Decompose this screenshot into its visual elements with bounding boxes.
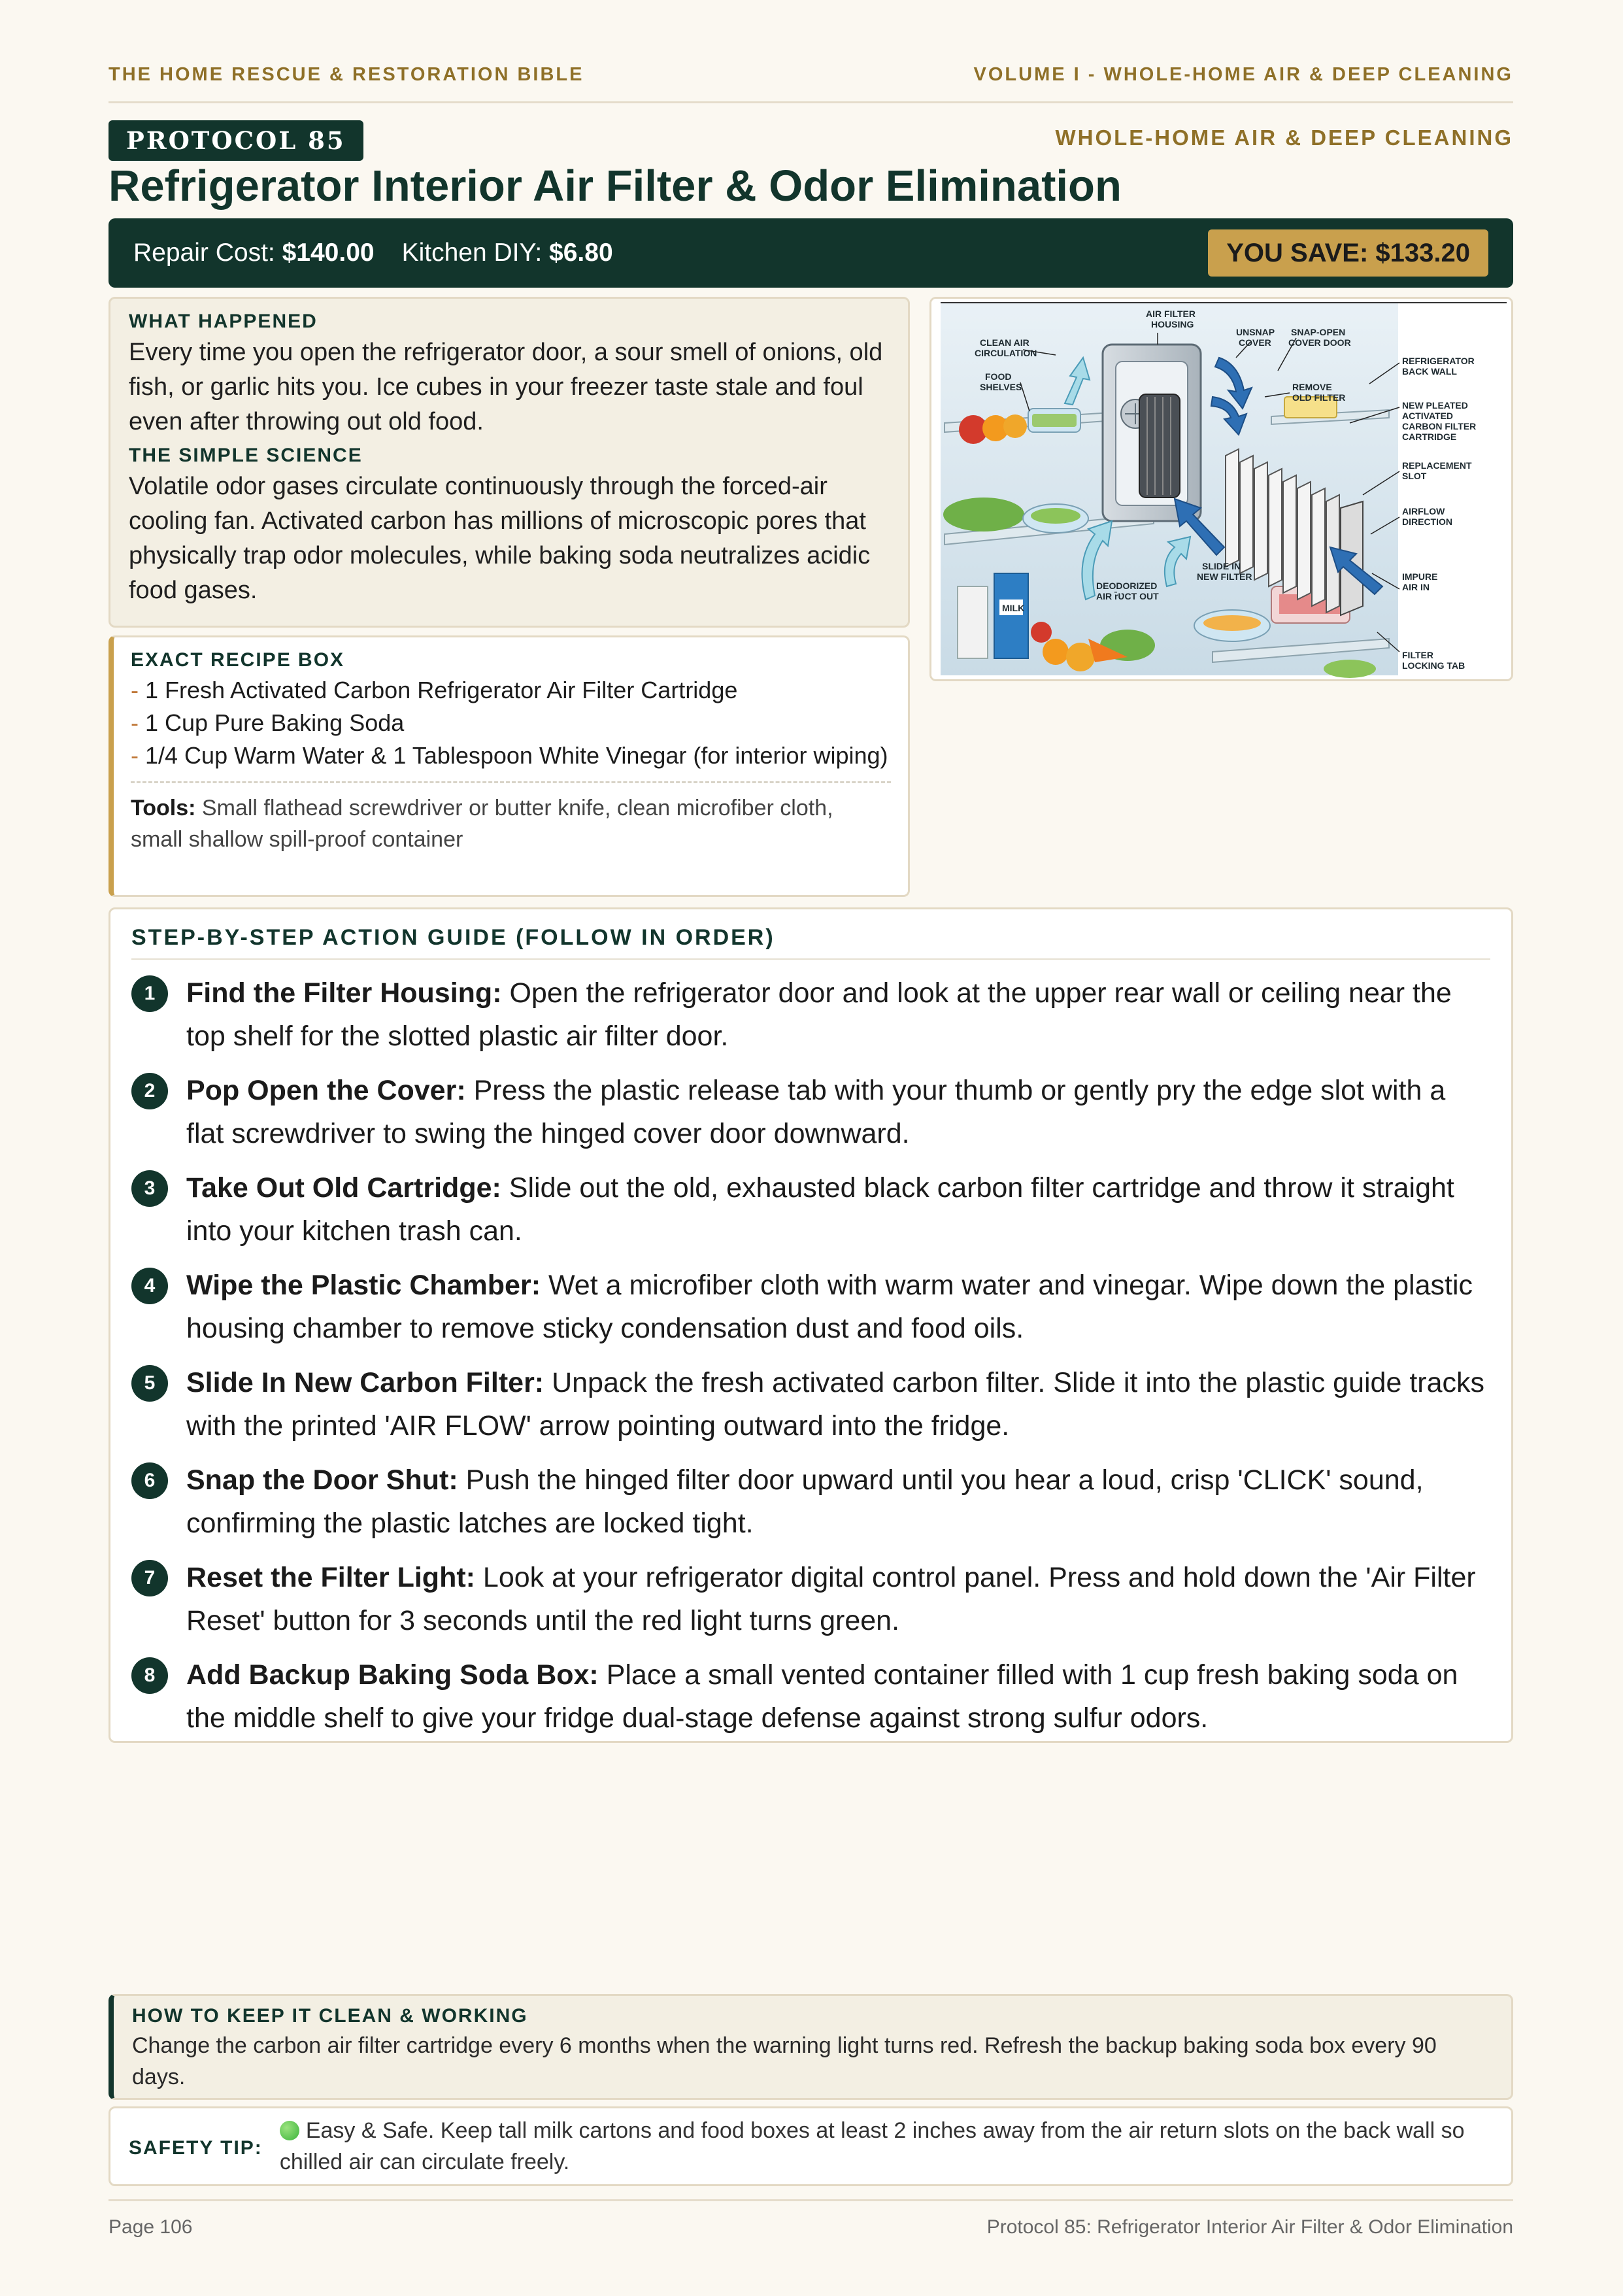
step-text — [186, 971, 1490, 1058]
dash-bullet: - — [131, 677, 145, 703]
label-impure-2: AIR IN — [1402, 582, 1430, 592]
recipe-item-text: 1 Cup Pure Baking Soda — [145, 709, 405, 736]
filter-illustration — [929, 297, 1513, 681]
step-item — [131, 1264, 1490, 1350]
document-page — [109, 0, 1513, 2296]
label-locking-tab-2: LOCKING TAB — [1402, 660, 1465, 671]
label-new-filter: NEW PLEATED — [1402, 400, 1468, 411]
label-air-filter-housing: AIR FILTER — [1146, 309, 1196, 319]
step-number-badge: 8 — [131, 1657, 168, 1694]
steps-title: STEP-BY-STEP ACTION GUIDE (FOLLOW IN ORDER) — [131, 925, 1490, 960]
safety-text: Easy & Safe. Keep tall milk cartons and food boxes at least 2 inches away from the air return slots on the back wall so chilled air can circulate freely. — [279, 2118, 1465, 2174]
steps-list — [131, 971, 1490, 1740]
repair-cost-value: $140.00 — [282, 239, 375, 267]
label-slide-in: SLIDE IN — [1202, 561, 1241, 571]
step-title: Reset the Filter Light: — [186, 1562, 475, 1593]
savings-badge: YOU SAVE: $133.20 — [1208, 229, 1488, 277]
step-title: Take Out Old Cartridge: — [186, 1172, 501, 1204]
recipe-box — [109, 635, 910, 897]
label-food-shelves-2: SHELVES — [980, 382, 1022, 392]
label-unsnap-2: COVER — [1239, 337, 1271, 348]
step-number-badge: 4 — [131, 1268, 168, 1304]
step-item — [131, 1459, 1490, 1545]
science-label: THE SIMPLE SCIENCE — [129, 445, 363, 466]
step-description: Push the hinged filter door upward until you hear a loud, crisp 'CLICK' sound, confirming the plastic latches are locked tight. — [186, 1464, 1424, 1539]
step-number-badge: 5 — [131, 1365, 168, 1402]
section-tag: WHOLE-HOME AIR & DEEP CLEANING — [1055, 126, 1513, 150]
step-number-badge: 1 — [131, 975, 168, 1012]
care-label: HOW TO KEEP IT CLEAN & WORKING — [132, 2005, 528, 2027]
step-title: Pop Open the Cover: — [186, 1075, 466, 1106]
label-new-filter-3: CARBON FILTER — [1402, 421, 1477, 431]
label-replacement-slot: REPLACEMENT — [1402, 460, 1472, 471]
diy-cost-value: $6.80 — [549, 239, 613, 267]
tools-line — [131, 792, 891, 855]
step-item — [131, 1653, 1490, 1740]
label-remove-old: REMOVE — [1292, 382, 1332, 392]
label-airflow: AIRFLOW — [1402, 506, 1445, 516]
recipe-item — [131, 739, 891, 772]
step-description: Unpack the fresh activated carbon filter. Slide it into the plastic guide tracks with the printed 'AIR FLOW' arrow pointing outward into the fridge. — [186, 1367, 1484, 1442]
recipe-list — [131, 674, 891, 772]
step-title: Add Backup Baking Soda Box: — [186, 1659, 599, 1691]
step-item — [131, 1069, 1490, 1155]
label-food-shelves: FOOD — [985, 371, 1012, 382]
what-happened-text: Every time you open the refrigerator door, a sour smell of onions, old fish, or garlic hits you. Ice cubes in your freezer taste stale and foul even after throwing out old food. — [129, 339, 883, 435]
safety-label: SAFETY TIP: — [129, 2137, 263, 2159]
filter-housing — [1103, 345, 1201, 521]
care-text: Change the carbon air filter cartridge every 6 months when the warning light turns red. Refresh the backup baking soda box every 90 days. — [132, 2033, 1437, 2089]
step-description: Look at your refrigerator digital control panel. Press and hold down the 'Air Filter Reset' button for 3 seconds until the red light turns green. — [186, 1562, 1476, 1636]
footer-running-title: Protocol 85: Refrigerator Interior Air Filter & Odor Elimination — [986, 2216, 1513, 2238]
volume-title: VOLUME I - WHOLE-HOME AIR & DEEP CLEANING — [973, 64, 1513, 85]
problem-science-panel — [109, 297, 910, 628]
step-description: Place a small vented container filled with 1 cup fresh baking soda on the middle shelf to give your fridge dual-stage defense against strong sulfur odors. — [186, 1659, 1458, 1734]
label-new-filter-4: CARTRIDGE — [1402, 431, 1457, 442]
step-number-badge: 2 — [131, 1073, 168, 1109]
page-number: Page 106 — [109, 2216, 193, 2238]
dash-bullet: - — [131, 709, 145, 736]
diy-cost — [402, 239, 613, 267]
label-clean-air: CLEAN AIR — [980, 337, 1029, 348]
header-divider — [109, 101, 1513, 103]
step-text — [186, 1653, 1490, 1740]
step-item — [131, 1556, 1490, 1642]
page-footer — [109, 2216, 1513, 2238]
step-title: Snap the Door Shut: — [186, 1464, 458, 1496]
green-dot-icon — [280, 2121, 299, 2140]
milk-carton-text: MILK — [1002, 603, 1025, 613]
step-description: Slide out the old, exhausted black carbon filter cartridge and throw it straight into your kitchen trash can. — [186, 1172, 1454, 1247]
safety-body — [280, 2115, 1493, 2184]
label-clean-air-2: CIRCULATION — [975, 348, 1037, 358]
fridge-filter-diagram — [931, 299, 1511, 679]
step-text — [186, 1069, 1490, 1155]
recipe-item-text: 1/4 Cup Warm Water & 1 Tablespoon White Vinegar (for interior wiping) — [145, 742, 888, 769]
recipe-item — [131, 674, 891, 707]
label-deodorized-2: AIR r̄ƲCT OUT — [1096, 591, 1159, 601]
label-airflow-2: DIRECTION — [1402, 516, 1452, 527]
label-locking-tab: FILTER — [1402, 650, 1433, 660]
label-remove-old-2: OLD FILTER — [1292, 392, 1346, 403]
label-air-filter-housing-2: HOUSING — [1151, 319, 1194, 329]
step-number-badge: 7 — [131, 1560, 168, 1596]
step-item — [131, 1361, 1490, 1447]
label-snap-open-2: COVER DOOR — [1288, 337, 1351, 348]
running-header — [109, 64, 1513, 86]
dash-bullet: - — [131, 742, 145, 769]
what-happened-label: WHAT HAPPENED — [129, 311, 318, 332]
label-back-wall: REFRIGERATOR — [1402, 356, 1475, 366]
label-back-wall-2: BACK WALL — [1402, 366, 1457, 377]
safety-tip-box — [109, 2106, 1513, 2186]
step-description: Wet a microfiber cloth with warm water and vinegar. Wipe down the plastic housing chamber to remove sticky condensation dust and food oils. — [186, 1270, 1473, 1344]
step-number-badge: 3 — [131, 1170, 168, 1207]
recipe-divider — [131, 781, 891, 783]
step-number-badge: 6 — [131, 1462, 168, 1499]
footer-divider — [109, 2199, 1513, 2201]
step-text — [186, 1459, 1490, 1545]
page-title: Refrigerator Interior Air Filter & Odor Elimination — [109, 161, 1122, 211]
recipe-item — [131, 707, 891, 739]
label-impure: IMPURE — [1402, 571, 1438, 582]
tools-text: Small flathead screwdriver or butter knife, clean microfiber cloth, small shallow spill-proof container — [131, 796, 833, 852]
step-text — [186, 1361, 1490, 1447]
step-title: Wipe the Plastic Chamber: — [186, 1270, 541, 1301]
recipe-item-text: 1 Fresh Activated Carbon Refrigerator Air Filter Cartridge — [145, 677, 738, 703]
repair-cost-label: Repair Cost: — [133, 239, 275, 267]
science-text: Volatile odor gases circulate continuously through the forced-air cooling fan. Activated carbon has millions of microscopic pores that physically trap odor molecules, while baking soda neutralizes acidic food gases. — [129, 473, 871, 604]
label-deodorized: DEODORIZED — [1096, 581, 1158, 591]
step-text — [186, 1166, 1490, 1253]
label-snap-open: SNAP-OPEN — [1291, 327, 1346, 337]
cost-bar — [109, 218, 1513, 288]
label-replacement-slot-2: SLOT — [1402, 471, 1427, 481]
step-description: Press the plastic release tab with your thumb or gently pry the edge slot with a flat screwdriver to swing the hinged cover door downward. — [186, 1075, 1446, 1149]
label-new-filter-2: ACTIVATED — [1402, 411, 1454, 421]
recipe-label: EXACT RECIPE BOX — [131, 649, 345, 671]
diy-cost-label: Kitchen DIY: — [401, 239, 543, 267]
label-slide-in-2: NEW FILTER — [1197, 571, 1252, 582]
step-text — [186, 1264, 1490, 1350]
step-title: Find the Filter Housing: — [186, 977, 502, 1009]
maintenance-box — [109, 1994, 1513, 2100]
tools-label: Tools: — [131, 796, 196, 820]
step-description: Open the refrigerator door and look at the upper rear wall or ceiling near the top shelf for the slotted plastic air filter door. — [186, 977, 1452, 1052]
repair-cost — [133, 239, 375, 267]
step-text — [186, 1556, 1490, 1642]
step-title: Slide In New Carbon Filter: — [186, 1367, 544, 1398]
action-guide — [109, 907, 1513, 1743]
protocol-badge: PROTOCOL 85 — [109, 120, 363, 161]
book-title: THE HOME RESCUE & RESTORATION BIBLE — [109, 64, 584, 85]
step-item — [131, 971, 1490, 1058]
label-unsnap: UNSNAP — [1236, 327, 1275, 337]
step-item — [131, 1166, 1490, 1253]
